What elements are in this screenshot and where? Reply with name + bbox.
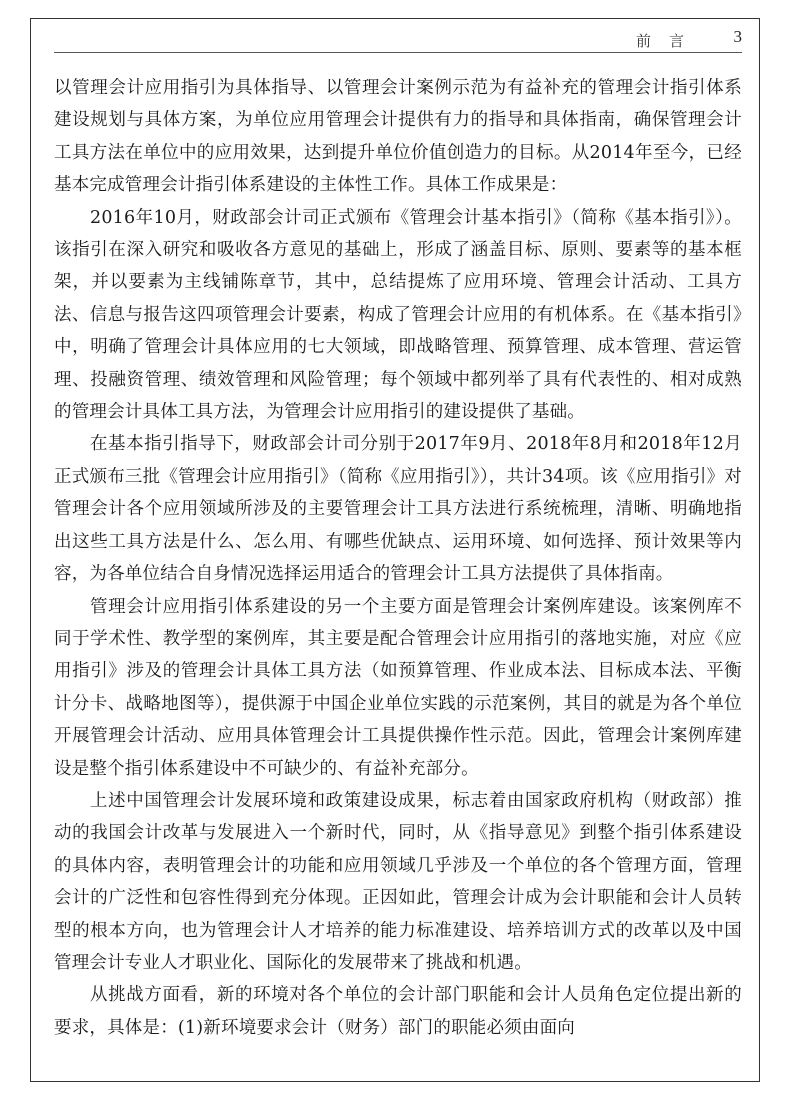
running-header (54, 27, 742, 53)
paragraph-3: 在基本指引指导下，财政部会计司分别于2017年9月、2018年8月和2018年12月正式颁布三批《管理会计应用指引》（简称《应用指引》），共计34项。该《应用指引》对管理会计各个应用领域所涉及的主要管理会计工具方法进行系统梳理，清晰、明确地指出这些工具方法是什么、怎么用、有哪些优缺点、运用环境、如何选择、预计效果等内容，为各单位结合自身情况选择运用适合的管理会计工具方法提供了具体指南。 (54, 434, 742, 585)
page-number: 3 (733, 27, 742, 46)
section-title: 前言 (635, 32, 702, 50)
paragraph-5: 上述中国管理会计发展环境和政策建设成果，标志着由国家政府机构（财政部）推动的我国会计改革与发展进入一个新时代，同时，从《指导意见》到整个指引体系建设的具体内容，表明管理会计的功能和应用领域几乎涉及一个单位的各个管理方面，管理会计的广泛性和包容性得到充分体现。正因如此，管理会计成为会计职能和会计人员转型的根本方向，也为管理会计人才培养的能力标准建设、培养培训方式的改革以及中国管理会计专业人才职业化、国际化的发展带来了挑战和机遇。 (54, 790, 742, 973)
paragraph-4: 管理会计应用指引体系建设的另一个主要方面是管理会计案例库建设。该案例库不同于学术性、教学型的案例库，其主要是配合管理会计应用指引的落地实施，对应《应用指引》涉及的管理会计具体工具方法（如预算管理、作业成本法、目标成本法、平衡计分卡、战略地图等），提供源于中国企业单位实践的示范案例，其目的就是为各个单位开展管理会计活动、应用具体管理会计工具提供操作性示范。因此，管理会计案例库建设是整个指引体系建设中不可缺少的、有益补充部分。 (54, 596, 742, 779)
body-text (54, 72, 742, 1044)
paragraph-1: 以管理会计应用指引为具体指导、以管理会计案例示范为有益补充的管理会计指引体系建设规划与具体方案，为单位应用管理会计提供有力的指导和具体指南，确保管理会计工具方法在单位中的应用效果，达到提升单位价值创造力的目标。从2014年至今，已经基本完成管理会计指引体系建设的主体性工作。具体工作成果是： (54, 78, 742, 196)
paragraph-2: 2016年10月，财政部会计司正式颁布《管理会计基本指引》（简称《基本指引》）。该指引在深入研究和吸收各方意见的基础上，形成了涵盖目标、原则、要素等的基本框架，并以要素为主线铺陈章节，其中，总结提炼了应用环境、管理会计活动、工具方法、信息与报告这四项管理会计要素，构成了管理会计应用的有机体系。在《基本指引》中，明确了管理会计具体应用的七大领域，即战略管理、预算管理、成本管理、营运管理、投融资管理、绩效管理和风险管理；每个领域中都列举了具有代表性的、相对成熟的管理会计具体工具方法，为管理会计应用指引的建设提供了基础。 (54, 207, 742, 423)
paragraph-6: 从挑战方面看，新的环境对各个单位的会计部门职能和会计人员角色定位提出新的要求，具体是：(1)新环境要求会计（财务）部门的职能必须由面向 (54, 985, 742, 1038)
